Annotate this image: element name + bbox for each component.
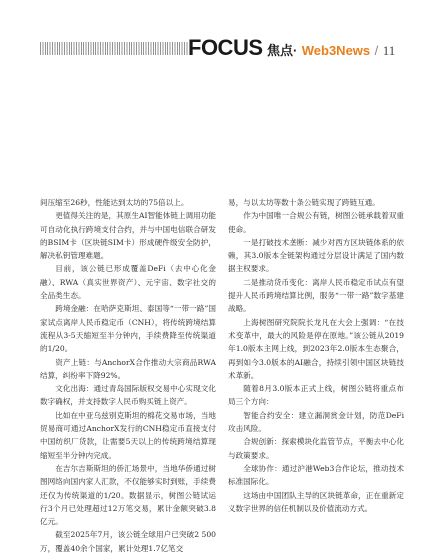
paragraph: 一是打破技术垄断：减少对西方区块链体系的依赖，其3.0版本全链架构通过分层设计满足了国内数据主权要求。 xyxy=(228,237,404,274)
article-column-left xyxy=(40,196,216,555)
paragraph: 合规创新：探索模块化监管节点，平衡去中心化与政策要求。 xyxy=(228,437,404,460)
page-header xyxy=(188,36,395,63)
paragraph: 比如在中亚乌兹别克斯坦的棉花交易市场，当地贸易商可通过AnchorX发行的CNH稳定币直接支付中国纺织厂货款，让需要5天以上的传统跨境结算现缩短至半分钟内完成。 xyxy=(40,410,216,460)
header-section: 焦点· xyxy=(266,43,298,58)
paragraph: 随着8月3.0版本正式上线，树图公链将重点布局三个方向： xyxy=(228,384,404,407)
header-decorative-stripe xyxy=(40,42,188,55)
page-number: 11 xyxy=(382,43,396,58)
header-separator: / xyxy=(374,43,379,58)
article-column-right xyxy=(228,196,404,515)
paragraph: 上海树图研究院院长龙凡在大会上强调：“在技术变革中，最大的风险是停在原地。”该公链从2019年1.0版本主网上线，到2023年2.0版本生态聚合，再到如今3.0版本的AI融合，持续引领中国区块链技术革新。 xyxy=(228,317,404,380)
paragraph: 作为中国唯一合规公有链，树图公链承载着双重使命。 xyxy=(228,211,404,234)
paragraph: 更值得关注的是，其原生AI智能体链上调用功能可自动化执行跨境支付合约，并与中国电信联合研发的BSIM卡（区块链SIM卡）形成硬件级安全防护，解决私钥管理难题。 xyxy=(40,211,216,261)
paragraph: 智能合约安全：建立漏洞赏金计划，防范DeFi攻击风险。 xyxy=(228,410,404,434)
paragraph: 这场由中国团队主导的区块链革命，正在重新定义数字世界的信任机制以及价值流动方式。 xyxy=(228,490,404,513)
header-brand: FOCUS xyxy=(188,35,263,60)
paragraph: 二是推动货币变化：离岸人民币稳定币试点有望提升人民币跨境结算比例，服务“一带一路”数字基建战略。 xyxy=(228,277,404,314)
paragraph: 跨境金融：在哈萨克斯坦、泰国等“一带一路”国家试点离岸人民币稳定币（CNH），将传统跨境结算流程从3-5天缩短至半分钟内，手续费降至传统渠道的1/20。 xyxy=(40,304,216,354)
paragraph: 全球协作：通过沪港Web3合作论坛，推动技术标准国际化。 xyxy=(228,463,404,487)
paragraph: 在吉尔吉斯斯坦的侨汇场景中，当地华侨通过树图网络向国内家人汇款，不仅能够实时到账，手续费还仅为传统渠道的1/20。数据显示，树图公链试运行3个月已处理超过12万笔交易，累计金额突破3.8亿元。 xyxy=(40,463,216,527)
header-subtitle: Web3News xyxy=(301,43,371,58)
paragraph: 截至2025年7月，该公链全球用户已突破2 500万，覆盖40余个国家，累计处理1.7亿笔交 xyxy=(40,530,216,553)
paragraph: 间压缩至26秒，性能达到太坊的75倍以上。 xyxy=(40,198,189,207)
paragraph: 易，与以太坊等数十条公链实现了跨链互通。 xyxy=(228,198,380,207)
paragraph: 文化出海：通过青岛国际版权交易中心实现文化数字确权，并支持数字人民币购买链上资产。 xyxy=(40,384,216,407)
paragraph: 资产上链：与AnchorX合作推动大宗商品RWA结算，纠纷率下降92%。 xyxy=(40,357,216,380)
paragraph: 目前，该公链已形成覆盖DeFi（去中心化金融）、RWA（真实世界资产）、元宇宙、数字社交的全品类生态。 xyxy=(40,264,216,301)
